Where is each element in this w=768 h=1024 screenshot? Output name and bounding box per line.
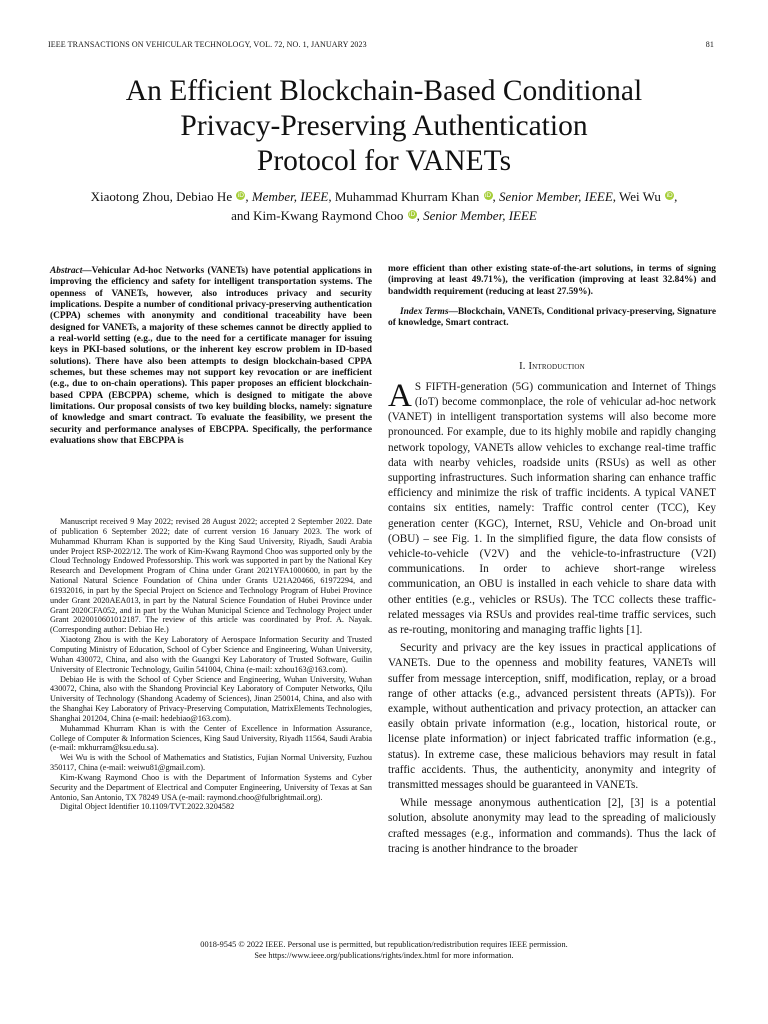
title-line-1: An Efficient Blockchain-Based Conditional [125,75,643,107]
author-name-choo: and Kim-Kwang Raymond Choo [231,208,404,223]
index-terms [388,307,716,330]
copyright-notice [40,939,728,961]
footnote-affiliation-he: Debiao He is with the School of Cyber Science and Engineering, Wuhan University, Wuhan 430072, China, also with the Shandong Provincial Key Laboratory of Computer Networks, Qilu University of Technology (Shandong Academy of Sciences), Jinan 250014, China, and also with the Shanghai Key Laboratory of Privacy-Preserving Computation, MatrixElements Technologies, Shanghai 201204, China (e-mail: hedebiao@163.com). [50,674,372,723]
author-name-khan: Muhammad Khurram Khan [334,189,480,204]
copyright-line-2: See https://www.ieee.org/publications/rights/index.html for more information. [254,951,514,960]
author-line-2: and Kim-Kwang Raymond Choo iD, Senior Member, IEEE [231,208,537,223]
footnote-affiliation-zhou: Xiaotong Zhou is with the Key Laboratory of Aerospace Information Security and Trusted Computing Ministry of Education, School of Cyber Science and Engineering, Wuhan University, Wuhan 430072, China, and also with the Guangxi Key Laboratory of Trusted Software, Guilin University of Electronic Technology, Guilin 541004, China (e-mail: xzhou163@163.com). [50,635,372,674]
footnotes [50,517,372,812]
author-membership: Senior Member, IEEE [499,189,613,204]
intro-paragraph-1-text: S FIFTH-generation (5G) communication and Internet of Things (IoT) become commonplace, the role of vehicular ad-hoc network (VANET) in intelligent transportation systems will also become more pronounced. For example, due to its highly mobile and rapidly changing network topology, VANETs allow vehicles to exchange real-time traffic data with nearby vehicles, roadside units (RSUs) as well as other supporting infrastructures. Such information sharing can enhance traffic efficiency and minimize the risk of traffic incidents. A typical VANET contains six entities, namely: Traffic control center (TCC), Key generation center (KGC), Internet, RSU, Vehicle and On-broad unit (OBU) – see Fig. 1. In the simplified figure, the data flow consists of vehicle-to-vehicle (V2V) and the vehicle-to-infrastructure (V2I) communications. In order to achieve short-range wireless communication, an OBU is installed in each vehicle to share data with other entities (e.g., vehicles or RSUs). The TCC collects these traffic-related messages via RSUs and provides real-time traffic services, such as re-routing, monitoring and managing traffic lights [1]. [388,380,716,636]
footnote-affiliation-khan: Muhammad Khurram Khan is with the Center of Excellence in Information Assurance, College of Computer & Information Sciences, King Saud University, Riyadh 11564, Saudi Arabia (e-mail: mkhurram@ksu.edu.sa). [50,723,372,753]
abstract-text: —Vehicular Ad-hoc Networks (VANETs) have potential applications in improving the efficiency and safety for intelligent transportation systems. The openness of VANETs, however, also introduces privacy and security implications. Despite a number of conditional privacy-preserving authentication (CPPA) schemes with anonymity and conditional traceability have been designed for VANETs, a majority of these schemes cannot be directly applied to a real-world setting (e.g., due to the need for a certificate manager for issuing keys in PKI-based solutions, or the inherent key escrow problem in ID-based solutions). There have also been attempts to design blockchain-based CPPA schemes, but these schemes may not support key revocation or are inefficient (e.g., due to on-chain operations). This paper proposes an efficient blockchain-based CPPA (EBCPPA) scheme, which is designed to mitigate the above limitations. Our proposal consists of two key building blocks, namely: signature of knowledge and smart contract. To evaluate the feasibility, we present the security and performance analyses of EBCPPA. Specifically, the performance evaluations show that EBCPPA is [50,266,372,447]
title-line-2: Privacy-Preserving Authentication [180,110,588,142]
abstract [50,266,372,448]
journal-name: IEEE TRANSACTIONS ON VEHICULAR TECHNOLOGY, VOL. 72, NO. 1, JANUARY 2023 [48,40,367,49]
intro-paragraph-2: Security and privacy are the key issues in practical applications of VANETs. Due to the openness and mobility features, VANETs will suffer from message interception, sniff, modification, replay, or a broad range of other attacks (e.g., advanced persistent threats (APTs)). For example, without authentication and privacy protection, an attacker can easily obtain private information (e.g., location, historical route, or license plate information) or inject fabricated traffic information (e.g., status). In extreme case, these malicious behaviors may result in fatal traffic accidents. Thus, the authenticity, anonymity and integrity of transmitted messages should be guaranteed in VANETs. [388,642,716,791]
footnote-affiliation-wu: Wei Wu is with the School of Mathematics and Statistics, Fujian Normal University, Fuzhou 350117, China (e-mail: weiwu81@gmail.com). [50,753,372,773]
intro-paragraph-3: While message anonymous authentication [2], [3] is a potential solution, absolute anonymity may lead to the spreading of maliciously crafted messages (e.g., information and commands). Thus the lack of tracing is another hindrance to the broader [388,797,716,855]
section-title: Introduction [528,360,585,372]
footnote-affiliation-choo: Kim-Kwang Raymond Choo is with the Department of Information Systems and Cyber Security and the Department of Electrical and Computer Engineering, University of Texas at San Antonio, San Antonio, TX 78249 USA (e-mail: raymond.choo@fulbrightmail.org). [50,772,372,802]
footnote-manuscript: Manuscript received 9 May 2022; revised 28 August 2022; accepted 2 September 2022. Date of publication 6 September 2022; date of current version 16 January 2023. The work of Muhammad Khurram Khan is supported by the King Saud University, Riyadh, Saudi Arabia under Project RSP-2022/12. The work of Kim-Kwang Raymond Choo was supported only by the Cloud Technology Endowed Professorship. This work was supported in part by the National Key Research and Development Program of China under Grant 2021YFA1000600, in part by the National Natural Science Foundation of China under Grants U21A20466, 61972294, and 61932016, in part by the Special Project on Science and Technology Program of Hubei Province under Grant 2020AEA013, in part by the Natural Science Foundation of Hubei Province under Grant 2020CFA052, and in part by the Wuhan Municipal Science and Technology Project under Grant 2020010601012187. The review of this article was coordinated by Prof. A. Nayak. (Corresponding author: Debiao He.) [50,517,372,635]
orcid-icon[interactable]: iD [484,192,492,199]
paper-title [40,74,728,179]
orcid-icon[interactable]: iD [666,192,673,199]
title-line-3: Protocol for VANETs [256,145,512,177]
index-terms-label: Index Terms [400,307,449,318]
page-number: 81 [705,40,714,49]
copyright-line-1: 0018-9545 © 2022 IEEE. Personal use is permitted, but republication/redistribution requires IEEE permission. [200,940,568,949]
author-name-wu: Wei Wu [619,189,661,204]
right-column [388,264,716,857]
footnote-doi: Digital Object Identifier 10.1109/TVT.2022.3204582 [60,802,235,812]
author-membership: Senior Member, IEEE [423,208,537,223]
section-numeral: I. [519,360,526,372]
author-list [40,187,728,225]
author-names-1: Xiaotong Zhou, Debiao He [90,189,233,204]
orcid-icon[interactable]: iD [409,211,416,218]
abstract-label: Abstract [50,266,83,276]
drop-cap: A [388,377,412,414]
index-terms-text: —Blockchain, VANETs, Conditional privacy-preserving, Signature of knowledge, Smart contract. [388,307,717,329]
abstract-continuation: more efficient than other existing state-of-the-art solutions, in terms of signing (improving at least 49.71%), the verification (improving at least 32.84%) and bandwidth requirement (reducing at least 27.59%). [388,264,716,297]
author-membership: Member, IEEE [251,189,329,204]
section-heading [388,361,716,372]
intro-paragraph-1 [388,377,716,638]
author-line-1: Xiaotong Zhou, Debiao He iD, Member, IEEE, Muhammad Khurram Khan iD, Senior Member, IEEE, Wei Wu iD, [90,189,678,204]
orcid-icon[interactable]: iD [237,192,244,199]
